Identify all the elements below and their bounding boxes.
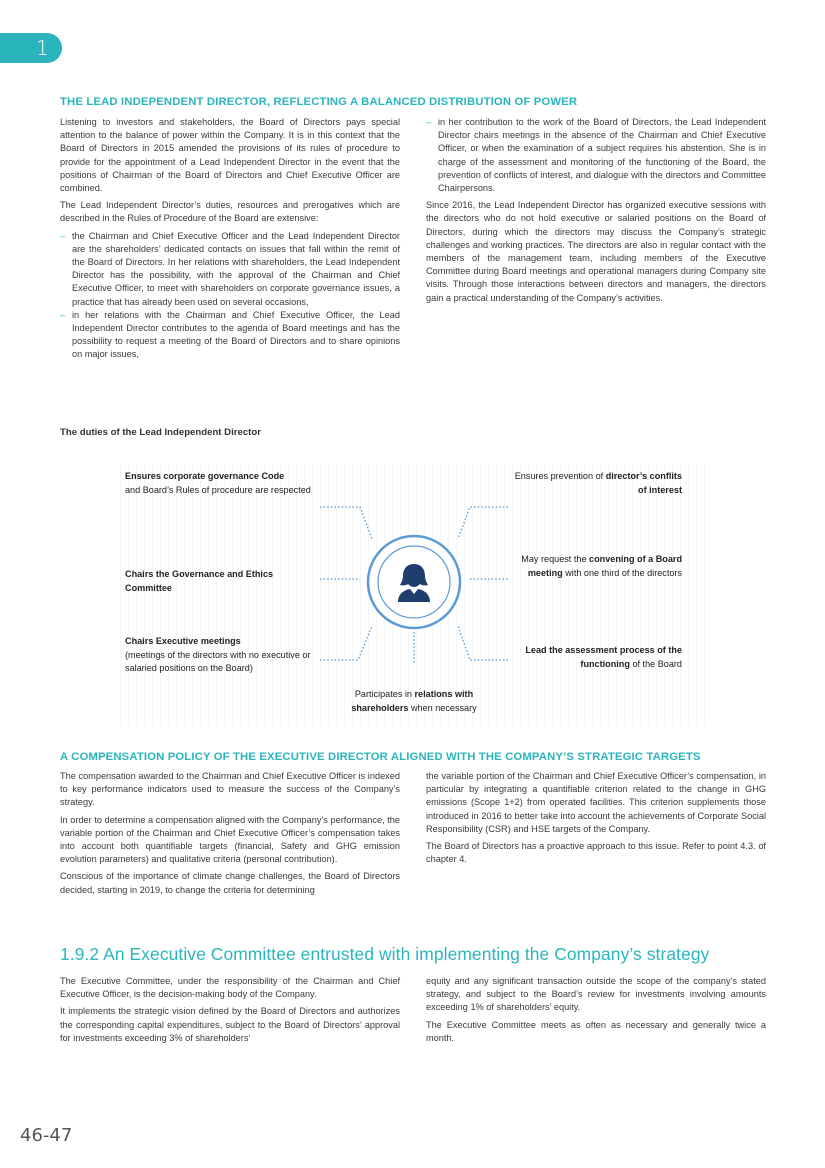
- list-item: – in her contribution to the work of the Board of Directors, the Lead Independent Director chairs meetings in the absence of the Chairman and Chief Executive Officer, or when the examination of a subject requires his abstention. She is in charge of the assessment and monitoring of the functioning of the Board, the prevention of conflicts of interest, and dialogue with the directors and Committee Chairpersons.: [426, 117, 766, 194]
- list-item: – the Chairman and Chief Executive Officer and the Lead Independent Director are the shareholders’ dedicated contacts on issues that fall within the remit of the Board of Directors. In her relations with shareholders, the Lead Independent Director has the possibility, with the approval of the Chairman and Chief Executive Officer, to meet with shareholders on corporate governance issues, a practice that has already been used on several occasions,: [60, 230, 400, 307]
- duty-bottom-right: Lead the assessment process of the functioning of the Board: [525, 645, 682, 669]
- paragraph: Listening to investors and stakeholders, the Board of Directors pays special attention to the balance of power within the Company. It is in this context that the Board of Directors in 2015 amended the provisions of its rules of procedure to provide for the appointment of a Lead Independent Director in the event that the positions of Chairman of the Board of Directors and Chief Executive Officer are combined.: [60, 117, 400, 194]
- paragraph: equity and any significant transaction outside the scope of the company’s stated strategy, and subject to the Board’s review for investments involving amounts exceeding 1% of shareholders’ equity.: [426, 976, 766, 1013]
- paragraph: The compensation awarded to the Chairman and Chief Executive Officer is indexed to key performance indicators used to measure the success of the Company’s strategy.: [60, 771, 400, 808]
- paragraph: The Executive Committee meets as often as necessary and generally twice a month.: [426, 1019, 766, 1043]
- chapter-number: 1: [36, 36, 49, 60]
- section3-left-column: [60, 975, 400, 1049]
- dash-bullet: –: [60, 230, 66, 241]
- section2-right-column: [426, 770, 766, 870]
- duty-top-right: Ensures prevention of director’s conflits of interest: [514, 471, 682, 495]
- paragraph: Since 2016, the Lead Independent Director has organized executive sessions with the directors who do not hold executive or salaried positions on the Board of Directors, during which the directors may discuss the Company’s strategic challenges and working practices. The directors are also in regular contact with the members of the management team, including members of the Executive Committee during Board meetings and operational managers during Company site visits. Through those interactions between directors and managers, the directors gain a practical understanding of the Company’s activities.: [426, 200, 766, 303]
- bullet-list: [426, 116, 766, 195]
- dash-bullet: –: [60, 309, 66, 320]
- subsection-heading-executive-committee: 1.9.2 An Executive Committee entrusted with implementing the Company’s strategy: [60, 944, 710, 964]
- section1-left-column: [60, 116, 400, 366]
- bullet-list: [60, 230, 400, 362]
- chapter-tab: [0, 33, 62, 63]
- duties-diagram: [120, 464, 708, 724]
- section-heading-lead-director: THE LEAD INDEPENDENT DIRECTOR, REFLECTING A BALANCED DISTRIBUTION OF POWER: [60, 96, 578, 108]
- duty-mid-right: May request the convening of a Board meeting with one third of the directors: [521, 554, 682, 578]
- paragraph: the variable portion of the Chairman and Chief Executive Officer’s compensation, in particular by integrating a quantifiable criterion related to the change in GHG emissions (Scope 1+2) from operated facilities. This criterion supplements those introduced in 2016 to better take into account the achievements of Corporate Social Responsibility (CSR) and HSE targets of the Company.: [426, 771, 766, 834]
- duty-bottom-left: Chairs Executive meetings (meetings of the directors with no executive or salaried positions on the Board): [125, 636, 311, 674]
- paragraph: The Executive Committee, under the responsibility of the Chairman and Chief Executive Officer, is the decision-making body of the Company.: [60, 976, 400, 1000]
- section3-right-column: [426, 975, 766, 1049]
- dash-bullet: –: [426, 117, 432, 127]
- section1-right-column: [426, 116, 766, 309]
- duties-title: The duties of the Lead Independent Director: [60, 427, 261, 438]
- paragraph: It implements the strategic vision defined by the Board of Directors and authorizes the corresponding capital expenditures, subject to the Board of Directors’ approval for investments exceeding 3% of shareholders’: [60, 1006, 400, 1043]
- paragraph: In order to determine a compensation aligned with the Company’s performance, the variable portion of the Chairman and Chief Executive Officer’s compensation takes into account both quantifiable targets (financial, Safety and GHG emission evolution parameters) and qualitative criteria (personal contribution).: [60, 814, 400, 865]
- list-item: – in her relations with the Chairman and Chief Executive Officer, the Lead Independent Director contributes to the agenda of Board meetings and has the possibility to request a meeting of the Board of Directors and to share opinions on major issues,: [60, 309, 400, 360]
- duty-top-left: Ensures corporate governance Code and Board’s Rules of procedure are respected: [125, 471, 311, 495]
- section2-left-column: [60, 770, 400, 901]
- paragraph: The Lead Independent Director’s duties, resources and prerogatives which are described in the Rules of Procedure of the Board are extensive:: [60, 200, 400, 224]
- paragraph: The Board of Directors has a proactive approach to this issue. Refer to point 4.3. of chapter 4.: [426, 841, 766, 865]
- paragraph: Conscious of the importance of climate change challenges, the Board of Directors decided, starting in 2019, to change the criteria for determining: [60, 871, 400, 895]
- duty-bottom: Participates in relations with shareholders when necessary: [351, 689, 477, 713]
- section-heading-compensation: A COMPENSATION POLICY OF THE EXECUTIVE DIRECTOR ALIGNED WITH THE COMPANY’S STRATEGIC TARGETS: [60, 751, 701, 763]
- duty-mid-left: Chairs the Governance and Ethics Committee: [125, 569, 274, 593]
- page-number: 46-47: [20, 1125, 73, 1146]
